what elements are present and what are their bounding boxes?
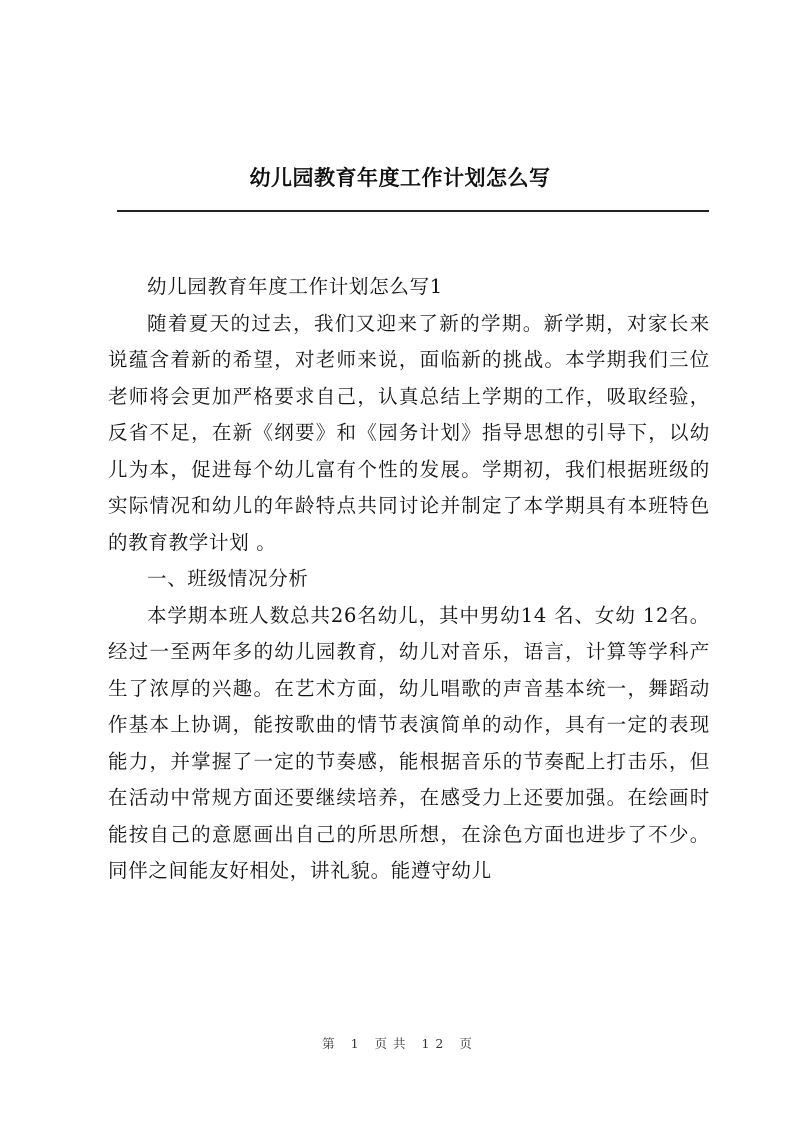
document-body xyxy=(108,269,710,890)
page-title: 幼儿园教育年度工作计划怎么写 xyxy=(249,166,551,190)
section-heading: 幼儿园教育年度工作计划怎么写1 xyxy=(147,275,443,298)
intro-paragraph: 随着夏天的过去，我们又迎来了新的学期。新学期，对家长来说蕴含着新的希望，对老师来说，面临新的挑战。本学期我们三位老师将会更加严格要求自己，认真总结上学期的工作，吸取经验，反省不足，在新《纲要》和《园务计划》指导思想的引导下，以幼儿为本，促进每个幼儿富有个性的发展。学期初，我们根据班级的实际情况和幼儿的年龄特点共同讨论并制定了本学期具有本班特色的教育教学计划 。 xyxy=(108,311,710,554)
class-analysis-paragraph: 本学期本班人数总共26名幼儿，其中男幼14 名、女幼 12名。经过一至两年多的幼儿园教育，幼儿对音乐，语言，计算等学科产生了浓厚的兴趣。在艺术方面，幼儿唱歌的声音基本统一，舞蹈动作基本上协调，能按歌曲的情节表演简单的动作，具有一定的表现能力，并掌握了一定的节奏感，能根据音乐的节奏配上打击乐，但在活动中常规方面还要继续培养，在感受力上还要加强。在绘画时能按自己的意愿画出自己的所思所想，在涂色方面也进步了不少。同伴之间能友好相处，讲礼貌。能遵守幼儿 xyxy=(108,603,710,882)
subsection-heading: 一、班级情况分析 xyxy=(147,567,309,590)
page-number: 第 1 页共 12 页 xyxy=(322,1036,478,1051)
title-divider xyxy=(117,210,709,212)
